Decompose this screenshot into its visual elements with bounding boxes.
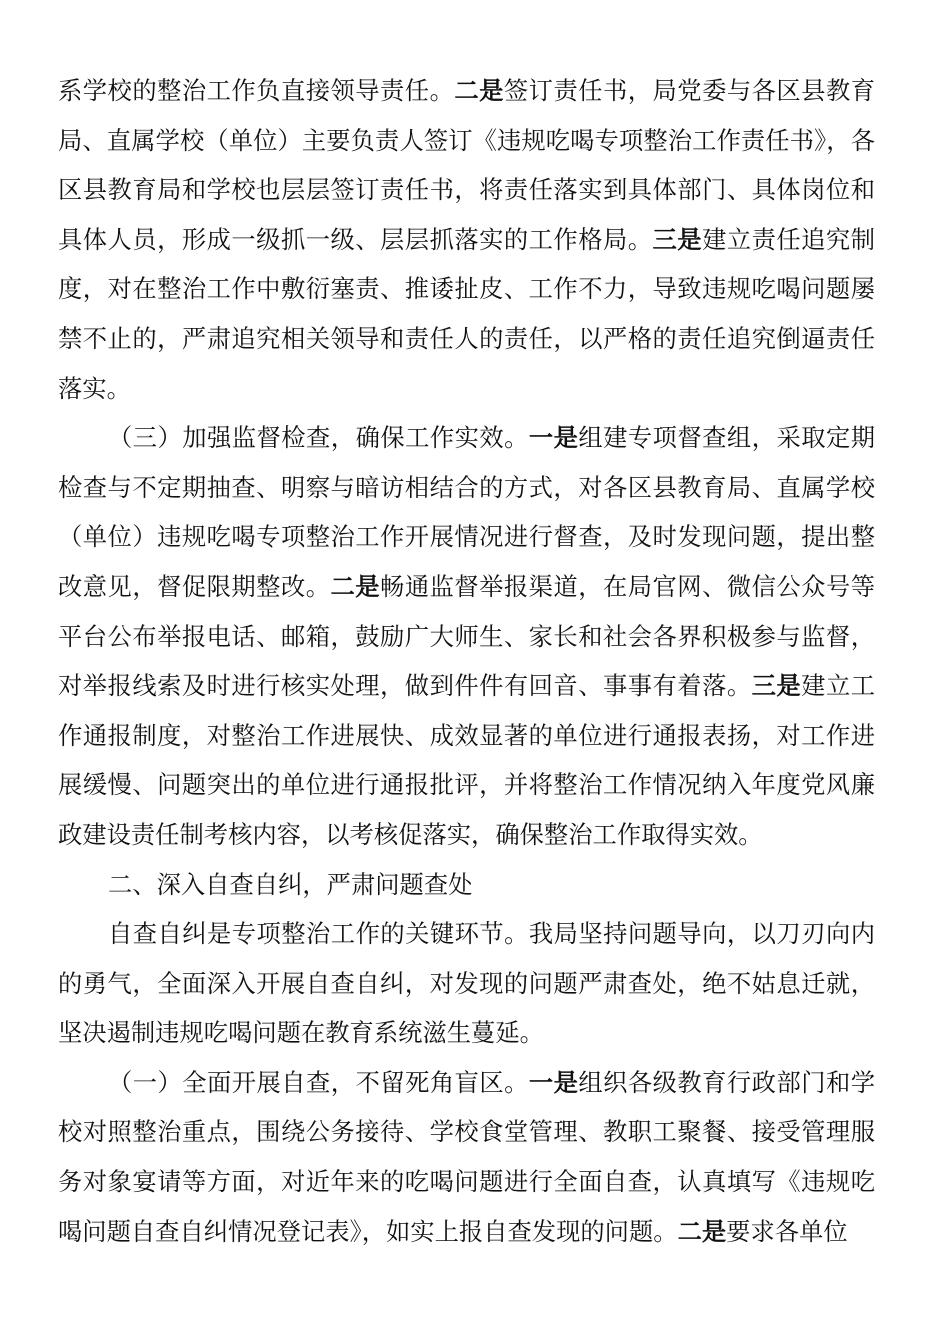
text-run: 组建专项督查组，采取定期检查与不定期抽查、明察与暗访相结合的方式，对各区县教育局、直属学校（单位）违规吃喝专项整治工作开展情况进行督查，及时发现问题，提出整改意见，督促限期整改。	[58, 423, 876, 601]
text-run: 自查自纠是专项整治工作的关键环节。我局坚持问题导向，以刀刃向内的勇气，全面深入开展自查自纠，对发现的问题严肃查处，绝不姑息迁就，坚决遏制违规吃喝问题在教育系统滋生蔓延。	[58, 919, 875, 1048]
bold-keyword: 二是	[330, 571, 381, 601]
document-body	[58, 66, 875, 1256]
paragraph-p5	[58, 1058, 875, 1256]
bold-keyword: 三是	[751, 671, 802, 701]
text-run: 要求各单位	[726, 1216, 848, 1246]
text-run: 签订责任书，局党委与各区县教育局、直属学校（单位）主要负责人签订《违规吃喝专项整治工作责任书》，各区县教育局和学校也层层签订责任书，将责任落实到具体部门、具体岗位和具体人员，形成一级抓一级、层层抓落实的工作格局。	[58, 76, 876, 254]
bold-keyword: 一是	[528, 1067, 579, 1097]
text-run: 畅通监督举报渠道，在局官网、微信公众号等平台公布举报电话、邮箱，鼓励广大师生、家长和社会各界积极参与监督，对举报线索及时进行核实处理，做到件件有回音、事事有着落。	[58, 571, 876, 701]
bold-keyword: 三是	[652, 224, 703, 254]
text-run: 系学校的整治工作负直接领导责任。	[58, 76, 455, 105]
bold-keyword: 二是	[677, 1216, 727, 1246]
paragraph-p4	[58, 909, 875, 1058]
text-run: （一）全面开展自查，不留死角盲区。	[108, 1067, 529, 1097]
text-run: 二、深入自查自纠，严肃问题查处	[108, 869, 473, 899]
text-run: 建立工作通报制度，对整治工作进展快、成效显著的单位进行通报表扬，对工作进展缓慢、问题突出的单位进行通报批评，并将整治工作情况纳入年度党风廉政建设责任制考核内容，以考核促落实，确保整治工作取得实效。	[58, 671, 876, 849]
text-run: 组织各级教育行政部门和学校对照整治重点，围绕公务接待、学校食堂管理、教职工聚餐、接受管理服务对象宴请等方面，对近年来的吃喝问题进行全面自查，认真填写《违规吃喝问题自查自纠情况登记表》，如实上报自查发现的问题。	[58, 1067, 876, 1246]
bold-keyword: 一是	[528, 423, 579, 453]
paragraph-p2	[58, 413, 875, 859]
text-run: 建立责任追究制度，对在整治工作中敷衍塞责、推诿扯皮、工作不力，导致违规吃喝问题屡禁不止的，严肃追究相关领导和责任人的责任，以严格的责任追究倒逼责任落实。	[58, 224, 876, 403]
bold-keyword: 二是	[454, 76, 504, 105]
text-run: （三）加强监督检查，确保工作实效。	[108, 423, 529, 453]
paragraph-p3	[58, 860, 875, 910]
paragraph-p1	[58, 66, 875, 413]
